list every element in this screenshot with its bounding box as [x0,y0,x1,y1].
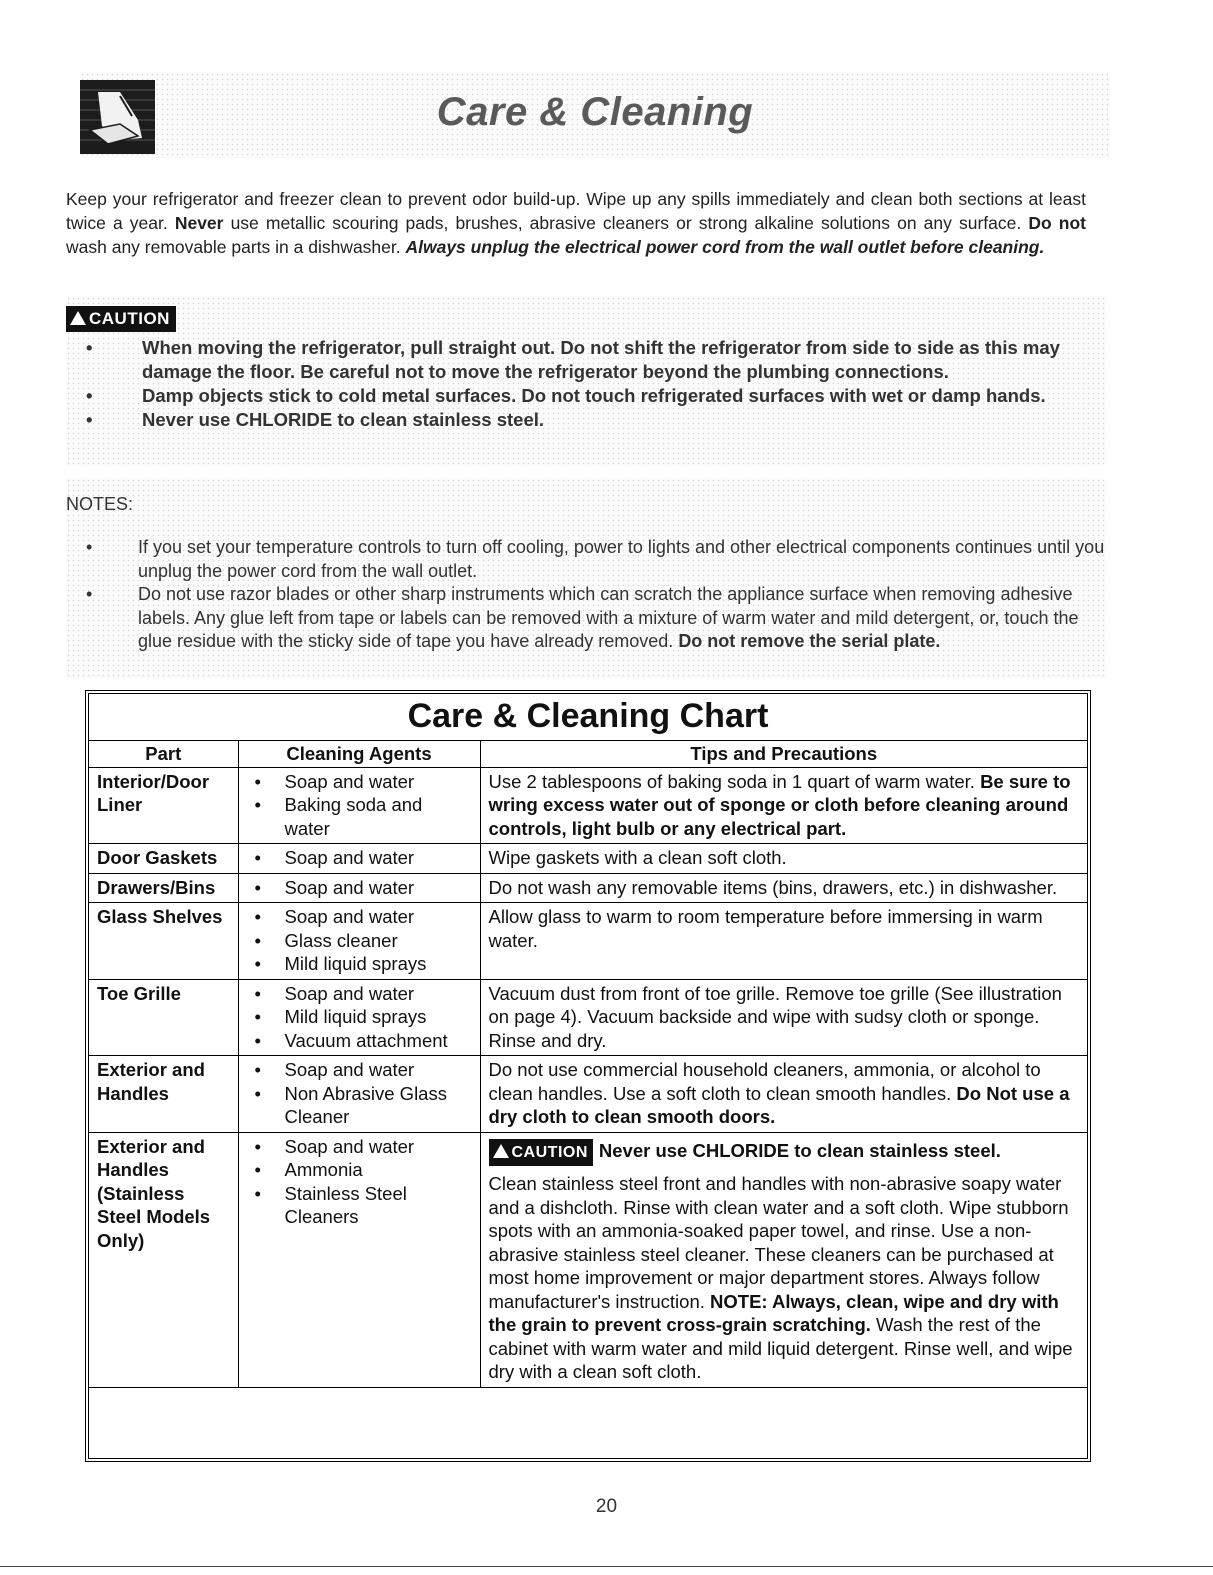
agent-item: • Baking soda and water [249,793,472,840]
caution-badge [66,306,176,332]
notes-label: NOTES: [66,494,134,514]
table-row [89,1132,1087,1387]
agent-item: • Soap and water [249,1135,472,1159]
care-cleaning-chart [85,690,1091,1462]
page-number: 20 [595,1496,618,1517]
notes-item [78,583,1108,654]
agent-item: • Vacuum attachment [249,1029,472,1053]
part-cell: Door Gaskets [89,844,238,874]
table-row [89,767,1087,844]
notes-item-text: Do not use razor blades or other sharp instruments which can scratch the appliance surface when removing adhesive labels. Any glue left from tape or labels can be removed with a mixture of warm water and mild detergent, or, touch the glue residue with the sticky side of tape you have already removed. [138,584,1079,651]
caution-item: • Damp objects stick to cold metal surfaces. Do not touch refrigerated surfaces with wet or damp hands. [78,384,1108,408]
part-cell: Toe Grille [89,979,238,1056]
table-row [89,844,1087,874]
section-header [80,72,1110,158]
tips-bold: NOTE: Always, clean, wipe and dry with the grain to prevent cross-grain scratching. [488,1290,1059,1335]
tips-text: Use 2 tablespoons of baking soda in 1 quart of warm water. [488,770,981,792]
notes-box [66,478,1106,678]
tips-cell: Wipe gaskets with a clean soft cloth. [480,844,1087,874]
part-cell: Interior/Door Liner [89,767,238,844]
bottom-divider [0,1566,1213,1567]
tips-cell: Allow glass to warm to room temperature before immersing in warm water. [480,903,1087,980]
caution-item: • Never use CHLORIDE to clean stainless steel. [78,408,1108,432]
agents-cell [238,1056,480,1133]
notes-list [78,536,1108,654]
caution-badge [489,1139,593,1167]
warning-triangle-icon [493,1144,509,1158]
intro-do-not: Do not [1028,213,1086,233]
tips-cell [480,1132,1087,1387]
column-header-part: Part [89,741,238,767]
intro-never: Never [174,213,224,233]
column-header-tips: Tips and Precautions [480,741,1087,767]
chart-title: Care & Cleaning Chart [89,694,1087,741]
agent-item: • Soap and water [249,905,472,929]
agent-item: • Soap and water [249,770,472,794]
tips-text-tail: Wash the rest of the cabinet with warm water and mild liquid detergent. Rinse well, and wipe dry with a clean soft cloth. [488,1314,1073,1382]
notes-item-bold: Do not remove the serial plate. [678,631,941,651]
caution-list [78,336,1108,432]
caution-badge-label: CAUTION [511,1143,588,1161]
caution-item: • When moving the refrigerator, pull straight out. Do not shift the refrigerator from side to side as this may damage the floor. Be careful not to move the refrigerator beyond the plumbing connections. [78,336,1108,384]
caution-line [489,1139,1080,1167]
intro-emphasis: Always unplug the electrical power cord from the wall outlet before cleaning. [405,237,1045,257]
notes-item: • If you set your temperature controls to turn off cooling, power to lights and other electrical components continues until you unplug the power cord from the wall outlet. [78,536,1108,583]
agent-item: • Non Abrasive Glass Cleaner [249,1082,472,1129]
agent-item: • Glass cleaner [249,929,472,953]
agent-item: • Soap and water [249,846,472,870]
agents-cell [238,979,480,1056]
agents-cell [238,844,480,874]
intro-text-2: use metallic scouring pads, brushes, abrasive cleaners or strong alkaline solutions on any surface. [223,213,1029,233]
agents-cell [238,767,480,844]
agent-item: • Soap and water [249,982,472,1006]
part-cell: Drawers/Bins [89,873,238,903]
agent-item: • Mild liquid sprays [249,952,472,976]
tips-bold: Be sure to wring excess water out of sponge or cloth before cleaning around controls, light bulb or any electrical part. [488,770,1071,839]
agents-cell [238,1132,480,1387]
part-cell: Exterior and Handles (Stainless Steel Models Only) [89,1132,238,1387]
part-cell: Exterior and Handles [89,1056,238,1133]
intro-paragraph [66,187,1086,259]
agents-cell [238,873,480,903]
caution-badge-label: CAUTION [89,309,170,328]
caution-text: Never use CHLORIDE to clean stainless steel. [598,1139,1001,1161]
agent-item: • Stainless Steel Cleaners [249,1182,472,1229]
tips-cell [480,1056,1087,1133]
agent-item: • Soap and water [249,1058,472,1082]
intro-text-1: Keep your refrigerator and freezer clean to prevent odor build-up. Wipe up any spills immediately and clean both sections at least twice a year. [66,189,1086,233]
agents-cell [238,903,480,980]
tips-cell [480,767,1087,844]
tips-cell: Do not wash any removable items (bins, drawers, etc.) in dishwasher. [480,873,1087,903]
agent-item: • Mild liquid sprays [249,1005,472,1029]
intro-text-3: wash any removable parts in a dishwasher. [66,237,406,257]
tips-text: Do not use commercial household cleaners, ammonia, or alcohol to clean handles. Use a soft cloth to clean smooth handles. [488,1059,1041,1104]
tips-text: Clean stainless steel front and handles with non-abrasive soapy water and a dishcloth. Rinse with clean water and a soft cloth. Wipe stubborn spots with an ammonia-soaked paper towel, and rinse. Use a non-abrasive stainless steel cleaner. These cleaners can be purchased at most home improvement or major department stores. Always follow manufacturer's instruction. [488,1173,1069,1312]
table-row [89,903,1087,980]
page-title: Care & Cleaning [436,90,754,134]
table-header-row [89,741,1087,767]
table-row [89,873,1087,903]
agent-item: • Soap and water [249,876,472,900]
tips-cell: Vacuum dust from front of toe grille. Remove toe grille (See illustration on page 4). Vacuum backside and wipe with sudsy cloth or sponge. Rinse and dry. [480,979,1087,1056]
chart-table [89,741,1087,1388]
warning-triangle-icon [70,311,86,325]
tips-bold: Do Not use a dry cloth to clean smooth doors. [488,1082,1070,1127]
column-header-agents: Cleaning Agents [238,741,480,767]
table-row [89,1056,1087,1133]
table-row [89,979,1087,1056]
agent-item: • Ammonia [249,1158,472,1182]
caution-box [66,296,1106,466]
part-cell: Glass Shelves [89,903,238,980]
